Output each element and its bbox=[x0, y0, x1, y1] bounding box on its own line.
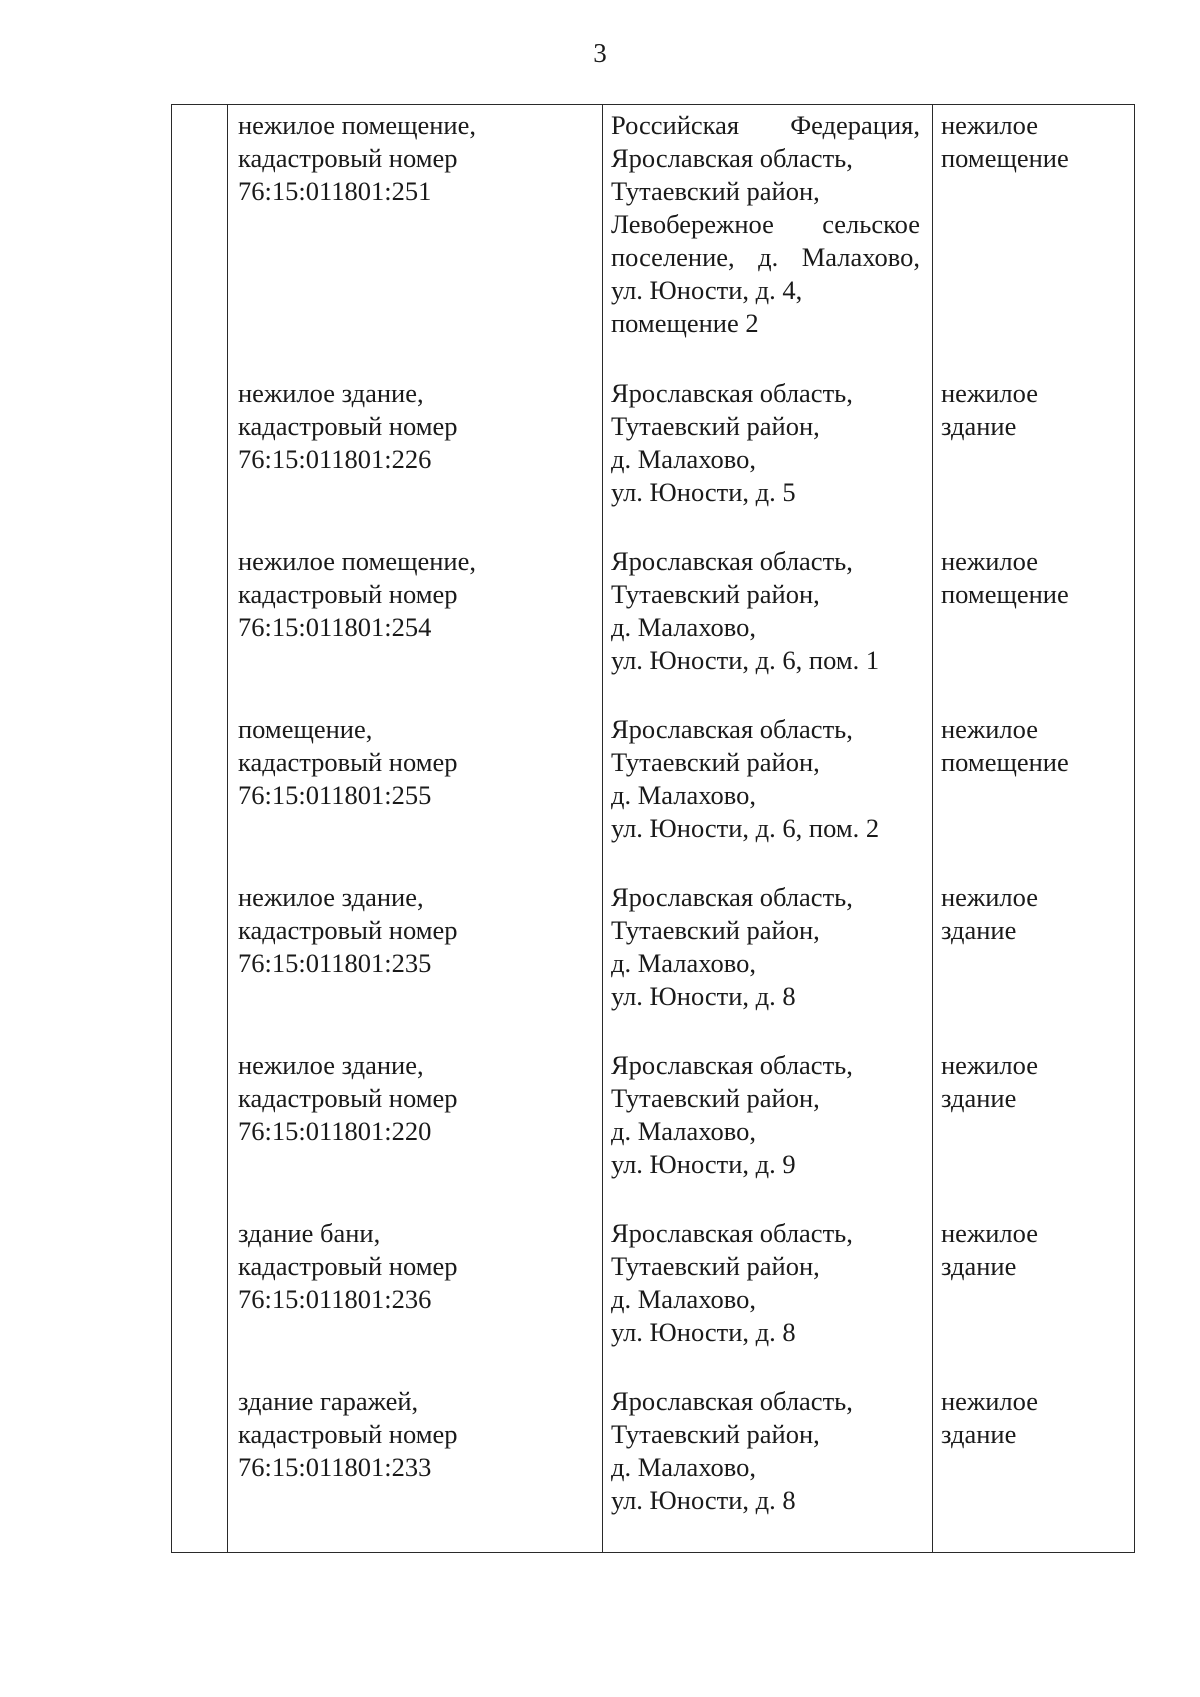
address-line bbox=[611, 914, 920, 947]
address-line bbox=[611, 1451, 920, 1484]
address-word: ул. Юности, д. 5 bbox=[611, 477, 796, 507]
address-word: Федерация, bbox=[790, 110, 920, 140]
object-name-line: 76:15:011801:236 bbox=[238, 1284, 432, 1314]
address-cell bbox=[603, 1381, 933, 1553]
object-type-line: здание bbox=[941, 1419, 1017, 1449]
object-name-line: кадастровый номер bbox=[238, 579, 458, 609]
table-row bbox=[172, 105, 1135, 374]
address-word: Тутаевский район, bbox=[611, 1419, 820, 1449]
address-word: д. Малахово, bbox=[611, 1452, 756, 1482]
number-cell bbox=[172, 1381, 228, 1553]
object-name-line: здание бани, bbox=[238, 1218, 381, 1248]
address-word: Ярославская область, bbox=[611, 714, 853, 744]
object-name-cell bbox=[228, 1381, 603, 1553]
table-row bbox=[172, 1045, 1135, 1213]
number-cell bbox=[172, 709, 228, 877]
object-type-line: нежилое bbox=[941, 110, 1038, 140]
address-word: ул. Юности, д. 8 bbox=[611, 1317, 796, 1347]
object-name-line: кадастровый номер bbox=[238, 747, 458, 777]
table-body bbox=[172, 105, 1135, 1553]
address-line bbox=[611, 578, 920, 611]
address-line bbox=[611, 1115, 920, 1148]
object-type-cell bbox=[933, 1213, 1135, 1381]
address-word: д. Малахово, bbox=[611, 444, 756, 474]
address-cell bbox=[603, 709, 933, 877]
object-name-cell bbox=[228, 709, 603, 877]
address-word: поселение, bbox=[611, 242, 735, 272]
address-word: Ярославская область, bbox=[611, 378, 853, 408]
address-word: Ярославская область, bbox=[611, 546, 853, 576]
address-line bbox=[611, 1049, 920, 1082]
object-name-line: здание гаражей, bbox=[238, 1386, 419, 1416]
object-type-line: нежилое bbox=[941, 1386, 1038, 1416]
address-line bbox=[611, 274, 920, 307]
address-line bbox=[611, 1484, 920, 1517]
object-name-line: 76:15:011801:220 bbox=[238, 1116, 432, 1146]
object-type-line: здание bbox=[941, 411, 1017, 441]
table-row bbox=[172, 541, 1135, 709]
object-name-line: 76:15:011801:255 bbox=[238, 780, 432, 810]
object-type-line: помещение bbox=[941, 143, 1069, 173]
address-word: Тутаевский район, bbox=[611, 579, 820, 609]
object-name-line: кадастровый номер bbox=[238, 915, 458, 945]
table-row bbox=[172, 709, 1135, 877]
address-line bbox=[611, 1418, 920, 1451]
address-line bbox=[611, 109, 920, 142]
address-line bbox=[611, 410, 920, 443]
object-name-line: 76:15:011801:254 bbox=[238, 612, 432, 642]
object-name-cell bbox=[228, 1213, 603, 1381]
object-name-line: 76:15:011801:233 bbox=[238, 1452, 432, 1482]
object-type-cell bbox=[933, 373, 1135, 541]
object-name-line: нежилое здание, bbox=[238, 1050, 424, 1080]
address-line bbox=[611, 377, 920, 410]
address-word: ул. Юности, д. 8 bbox=[611, 1485, 796, 1515]
address-word: Российская bbox=[611, 110, 740, 140]
address-line bbox=[611, 779, 920, 812]
address-cell bbox=[603, 373, 933, 541]
table-row bbox=[172, 1213, 1135, 1381]
address-line bbox=[611, 1148, 920, 1181]
address-word: Левобережное bbox=[611, 209, 774, 239]
address-word: Тутаевский район, bbox=[611, 915, 820, 945]
address-word: Ярославская область, bbox=[611, 1050, 853, 1080]
object-name-cell bbox=[228, 541, 603, 709]
object-name-cell bbox=[228, 373, 603, 541]
address-line bbox=[611, 476, 920, 509]
object-name-line: нежилое помещение, bbox=[238, 546, 476, 576]
address-line bbox=[611, 980, 920, 1013]
address-line bbox=[611, 307, 920, 340]
object-name-line: кадастровый номер bbox=[238, 1083, 458, 1113]
address-cell bbox=[603, 1213, 933, 1381]
address-word: д. Малахово, bbox=[611, 948, 756, 978]
address-line bbox=[611, 947, 920, 980]
property-table bbox=[171, 104, 1135, 1553]
address-line bbox=[611, 746, 920, 779]
address-line bbox=[611, 208, 920, 241]
address-line bbox=[611, 881, 920, 914]
object-name-line: помещение, bbox=[238, 714, 373, 744]
address-word: помещение 2 bbox=[611, 308, 759, 338]
object-type-cell bbox=[933, 1381, 1135, 1553]
object-name-line: кадастровый номер bbox=[238, 1251, 458, 1281]
object-type-cell bbox=[933, 709, 1135, 877]
number-cell bbox=[172, 1213, 228, 1381]
number-cell bbox=[172, 1045, 228, 1213]
address-word: Малахово, bbox=[801, 242, 920, 272]
address-line bbox=[611, 1250, 920, 1283]
address-cell bbox=[603, 1045, 933, 1213]
object-type-line: помещение bbox=[941, 579, 1069, 609]
object-type-cell bbox=[933, 105, 1135, 374]
object-type-line: помещение bbox=[941, 747, 1069, 777]
address-word: ул. Юности, д. 6, пом. 1 bbox=[611, 645, 880, 675]
address-word: д. Малахово, bbox=[611, 1116, 756, 1146]
object-type-line: здание bbox=[941, 915, 1017, 945]
address-word: Ярославская область, bbox=[611, 143, 853, 173]
address-line bbox=[611, 812, 920, 845]
object-name-line: нежилое помещение, bbox=[238, 110, 476, 140]
object-name-line: кадастровый номер bbox=[238, 411, 458, 441]
address-word: ул. Юности, д. 6, пом. 2 bbox=[611, 813, 880, 843]
table-row bbox=[172, 1381, 1135, 1553]
number-cell bbox=[172, 373, 228, 541]
address-word: д. Малахово, bbox=[611, 612, 756, 642]
address-cell bbox=[603, 541, 933, 709]
address-cell bbox=[603, 877, 933, 1045]
address-line bbox=[611, 1217, 920, 1250]
address-line bbox=[611, 1316, 920, 1349]
address-word: д. Малахово, bbox=[611, 780, 756, 810]
address-word: д. bbox=[758, 242, 779, 272]
page-number: 3 bbox=[593, 38, 607, 68]
object-name-line: 76:15:011801:251 bbox=[238, 176, 432, 206]
address-line bbox=[611, 1082, 920, 1115]
object-type-line: здание bbox=[941, 1251, 1017, 1281]
address-word: Тутаевский район, bbox=[611, 1083, 820, 1113]
address-line bbox=[611, 443, 920, 476]
object-name-line: кадастровый номер bbox=[238, 1419, 458, 1449]
address-word: Тутаевский район, bbox=[611, 176, 820, 206]
address-line bbox=[611, 241, 920, 274]
address-word: Тутаевский район, bbox=[611, 747, 820, 777]
object-name-cell bbox=[228, 105, 603, 374]
table-row bbox=[172, 373, 1135, 541]
table-row bbox=[172, 877, 1135, 1045]
object-type-cell bbox=[933, 541, 1135, 709]
address-line bbox=[611, 1385, 920, 1418]
address-word: Ярославская область, bbox=[611, 1218, 853, 1248]
address-line bbox=[611, 611, 920, 644]
object-name-cell bbox=[228, 1045, 603, 1213]
object-type-line: нежилое bbox=[941, 1218, 1038, 1248]
object-name-cell bbox=[228, 877, 603, 1045]
number-cell bbox=[172, 105, 228, 374]
address-word: д. Малахово, bbox=[611, 1284, 756, 1314]
object-type-line: нежилое bbox=[941, 882, 1038, 912]
object-name-line: нежилое здание, bbox=[238, 378, 424, 408]
object-type-line: нежилое bbox=[941, 546, 1038, 576]
number-cell bbox=[172, 541, 228, 709]
address-word: ул. Юности, д. 4, bbox=[611, 275, 803, 305]
address-line bbox=[611, 713, 920, 746]
object-name-line: 76:15:011801:235 bbox=[238, 948, 432, 978]
object-type-line: нежилое bbox=[941, 378, 1038, 408]
object-type-line: нежилое bbox=[941, 714, 1038, 744]
object-name-line: 76:15:011801:226 bbox=[238, 444, 432, 474]
object-type-line: здание bbox=[941, 1083, 1017, 1113]
object-name-line: нежилое здание, bbox=[238, 882, 424, 912]
address-line bbox=[611, 1283, 920, 1316]
number-cell bbox=[172, 877, 228, 1045]
address-line bbox=[611, 175, 920, 208]
address-word: ул. Юности, д. 8 bbox=[611, 981, 796, 1011]
address-cell bbox=[603, 105, 933, 374]
address-word: Тутаевский район, bbox=[611, 1251, 820, 1281]
object-name-line: кадастровый номер bbox=[238, 143, 458, 173]
address-word: Ярославская область, bbox=[611, 882, 853, 912]
address-word: ул. Юности, д. 9 bbox=[611, 1149, 796, 1179]
address-line bbox=[611, 644, 920, 677]
address-word: Ярославская область, bbox=[611, 1386, 853, 1416]
address-line bbox=[611, 545, 920, 578]
address-word: сельское bbox=[822, 209, 920, 239]
object-type-cell bbox=[933, 877, 1135, 1045]
address-word: Тутаевский район, bbox=[611, 411, 820, 441]
object-type-line: нежилое bbox=[941, 1050, 1038, 1080]
object-type-cell bbox=[933, 1045, 1135, 1213]
address-line bbox=[611, 142, 920, 175]
